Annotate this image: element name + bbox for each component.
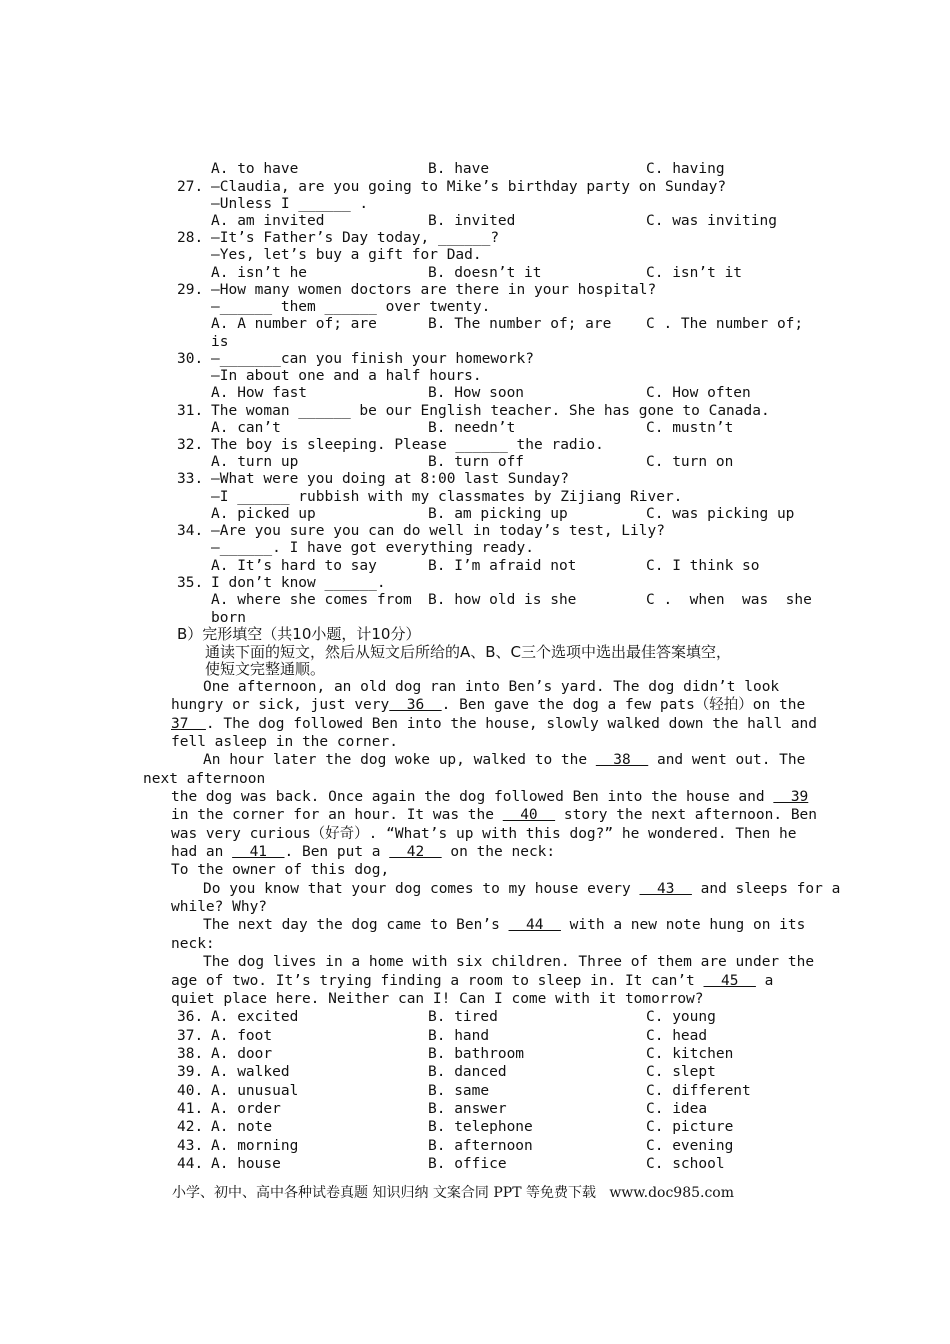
passage-line: fell asleep in the corner. [171, 734, 398, 750]
passage-line: neck: [171, 936, 215, 952]
answer-option-c: C. idea [646, 1101, 708, 1117]
q30-option-c: C. How often [646, 385, 751, 401]
q28-option-c: C. isn’t it [646, 265, 743, 281]
passage-line: was very curious（好奇）. “What’s up with this dog?” he wondered. Then he [171, 826, 797, 842]
q35-option-c: C . when was she [646, 592, 812, 608]
q35-option-a: A. where she comes from [211, 592, 412, 608]
passage-line: The next day the dog came to Ben’s 44 with a new note hung on its [203, 917, 806, 933]
q27-option-c: C. was inviting [646, 213, 777, 229]
answer-option-b: B. same [428, 1083, 490, 1099]
q28-line1: —It’s Father’s Day today, ______? [211, 230, 500, 246]
answer-number: 39. [177, 1064, 204, 1080]
answer-option-c: C. slept [646, 1064, 716, 1080]
q33-line2: —I ______ rubbish with my classmates by Zijiang River. [211, 489, 683, 505]
q32-option-a: A. turn up [211, 454, 299, 470]
passage-line: in the corner for an hour. It was the 40 story the next afternoon. Ben [171, 807, 818, 823]
q27-number: 27. [177, 179, 204, 195]
q33-option-c: C. was picking up [646, 506, 795, 522]
answer-number: 36. [177, 1009, 204, 1025]
answer-option-c: C. picture [646, 1119, 734, 1135]
q35-number: 35. [177, 575, 204, 591]
answer-option-a: A. order [211, 1101, 281, 1117]
blank-37: 37 [171, 716, 206, 732]
answer-option-b: B. bathroom [428, 1046, 525, 1062]
answer-option-c: C. evening [646, 1138, 734, 1154]
q28-line2: —Yes, let’s buy a gift for Dad. [211, 247, 482, 263]
q32-option-c: C. turn on [646, 454, 734, 470]
q34-number: 34. [177, 523, 204, 539]
q34-line2: —______. I have got everything ready. [211, 540, 535, 556]
q34-option-a: A. It’s hard to say [211, 558, 377, 574]
passage-line: while? Why? [171, 899, 268, 915]
q30-option-b: B. How soon [428, 385, 525, 401]
passage-line: Do you know that your dog comes to my house every 43 and sleeps for a [203, 881, 841, 897]
answer-option-c: C. different [646, 1083, 751, 1099]
passage-line: The dog lives in a home with six children. Three of them are under the [203, 954, 815, 970]
q29-line1: —How many women doctors are there in your hospital? [211, 282, 657, 298]
answer-option-b: B. answer [428, 1101, 507, 1117]
section-b-instruction-line2: 使短文完整通顺。 [205, 660, 326, 678]
q33-line1: —What were you doing at 8:00 last Sunday? [211, 471, 569, 487]
q27-option-b: B. invited [428, 213, 516, 229]
q33-option-a: A. picked up [211, 506, 316, 522]
blank-38: 38 [595, 752, 649, 768]
q35-option-c-cont: born [211, 610, 246, 626]
q29-line2: —______ them ______ over twenty. [211, 299, 491, 315]
q30-line2: —In about one and a half hours. [211, 368, 482, 384]
q31-number: 31. [177, 403, 204, 419]
q35-line1: I don’t know ______. [211, 575, 386, 591]
answer-option-a: A. foot [211, 1028, 273, 1044]
passage-line: the dog was back. Once again the dog followed Ben into the house and 39 [171, 789, 809, 805]
q31-option-c: C. mustn’t [646, 420, 734, 436]
q30-number: 30. [177, 351, 204, 367]
page-footer: 小学、初中、高中各种试卷真题 知识归纳 文案合同 PPT 等免费下载 www.doc985.com [172, 1185, 735, 1201]
answer-number: 40. [177, 1083, 204, 1099]
passage-line: 37 . The dog followed Ben into the house, slowly walked down the hall and [171, 716, 818, 732]
answer-option-a: A. walked [211, 1064, 290, 1080]
blank-43: 43 [639, 881, 692, 897]
section-b-instruction-line1: 通读下面的短文，然后从短文后所给的A、B、C三个选项中选出最佳答案填空， [205, 643, 732, 661]
q26-option-b: B. have [428, 161, 490, 177]
answer-option-c: C. school [646, 1156, 725, 1172]
answer-option-c: C. kitchen [646, 1046, 734, 1062]
q34-line1: —Are you sure you can do well in today’s test, Lily? [211, 523, 665, 539]
q29-option-b: B. The number of; are [428, 316, 612, 332]
q35-option-b: B. how old is she [428, 592, 577, 608]
answer-option-a: A. note [211, 1119, 273, 1135]
q32-option-b: B. turn off [428, 454, 525, 470]
section-b-title: B）完形填空（共10小题，计10分） [177, 625, 421, 643]
answer-number: 38. [177, 1046, 204, 1062]
passage-line: age of two. It’s trying finding a room to sleep in. It can’t 45 a [171, 973, 774, 989]
blank-39: 39 [773, 789, 809, 805]
q31-option-a: A. can’t [211, 420, 281, 436]
passage-line: To the owner of this dog, [171, 862, 390, 878]
answer-option-a: A. morning [211, 1138, 299, 1154]
q31-option-b: B. needn’t [428, 420, 516, 436]
q32-line1: The boy is sleeping. Please ______ the radio. [211, 437, 604, 453]
q26-option-a: A. to have [211, 161, 299, 177]
passage-line: quiet place here. Neither can I! Can I come with it tomorrow? [171, 991, 704, 1007]
answer-option-b: B. danced [428, 1064, 507, 1080]
answer-option-a: A. unusual [211, 1083, 299, 1099]
answer-option-b: B. tired [428, 1009, 498, 1025]
blank-45: 45 [703, 973, 756, 989]
q27-line1: —Claudia, are you going to Mike’s birthday party on Sunday? [211, 179, 727, 195]
q30-line1: —_______can you finish your homework? [211, 351, 535, 367]
q32-number: 32. [177, 437, 204, 453]
passage-line: hungry or sick, just very 36 . Ben gave the dog a few pats（轻拍）on the [171, 697, 806, 713]
answer-option-a: A. door [211, 1046, 273, 1062]
answer-option-b: B. hand [428, 1028, 490, 1044]
blank-44: 44 [508, 917, 561, 933]
q34-option-b: B. I’m afraid not [428, 558, 577, 574]
q33-number: 33. [177, 471, 204, 487]
answer-number: 42. [177, 1119, 204, 1135]
q30-option-a: A. How fast [211, 385, 308, 401]
blank-40: 40 [502, 807, 556, 823]
q29-option-c-cont: is [211, 334, 229, 350]
answer-number: 43. [177, 1138, 204, 1154]
answer-option-b: B. afternoon [428, 1138, 533, 1154]
q26-option-c: C. having [646, 161, 725, 177]
q29-option-c: C . The number of; [646, 316, 804, 332]
answer-number: 44. [177, 1156, 204, 1172]
q28-option-a: A. isn’t he [211, 265, 308, 281]
q28-option-b: B. doesn’t it [428, 265, 542, 281]
blank-36: 36 [389, 697, 442, 713]
q27-line2: —Unless I ______ . [211, 196, 369, 212]
q33-option-b: B. am picking up [428, 506, 568, 522]
q27-option-a: A. am invited [211, 213, 325, 229]
passage-line: next afternoon [143, 771, 266, 787]
q29-option-a: A. A number of; are [211, 316, 377, 332]
q34-option-c: C. I think so [646, 558, 760, 574]
passage-line: had an 41 . Ben put a 42 on the neck: [171, 844, 556, 860]
passage-line: One afternoon, an old dog ran into Ben’s yard. The dog didn’t look [203, 679, 780, 695]
answer-option-c: C. head [646, 1028, 708, 1044]
blank-41: 41 [232, 844, 285, 860]
answer-number: 37. [177, 1028, 204, 1044]
blank-42: 42 [389, 844, 442, 860]
q29-number: 29. [177, 282, 204, 298]
answer-option-a: A. house [211, 1156, 281, 1172]
answer-number: 41. [177, 1101, 204, 1117]
answer-option-b: B. telephone [428, 1119, 533, 1135]
passage-line: An hour later the dog woke up, walked to the 38 and went out. The [203, 752, 806, 768]
answer-option-b: B. office [428, 1156, 507, 1172]
q28-number: 28. [177, 230, 204, 246]
q31-line1: The woman ______ be our English teacher. She has gone to Canada. [211, 403, 770, 419]
answer-option-c: C. young [646, 1009, 716, 1025]
answer-option-a: A. excited [211, 1009, 299, 1025]
